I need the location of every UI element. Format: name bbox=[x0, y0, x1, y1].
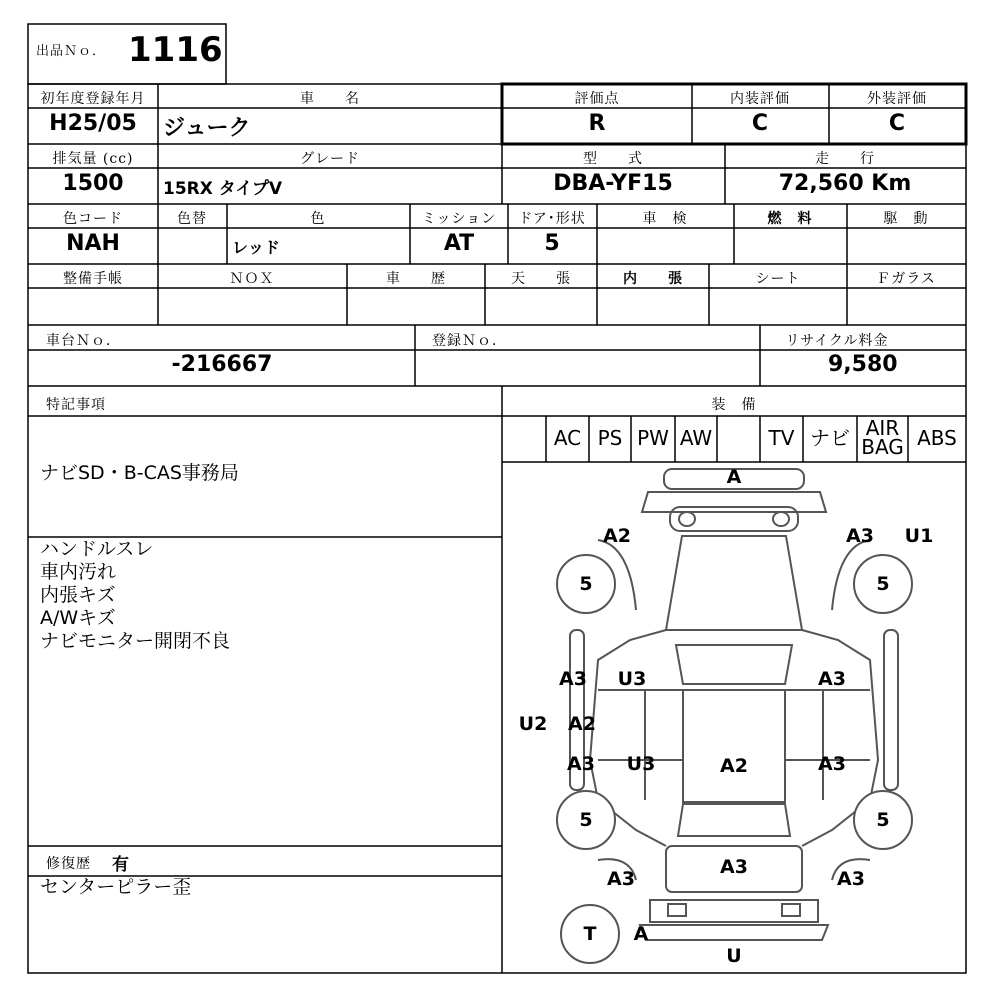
mark-left-rear-door-u: U3 bbox=[626, 753, 656, 775]
condition-notes-text: ハンドルスレ 車内汚れ 内張キズ A/Wキズ ナビモニター開閉不良 bbox=[40, 538, 231, 652]
recycle-label: リサイクル料金 bbox=[785, 333, 889, 349]
exterior-value: C bbox=[888, 111, 906, 136]
color-value: レッド bbox=[232, 238, 280, 257]
inspection-label: 車 検 bbox=[642, 211, 688, 227]
recycle-value: 9,580 bbox=[828, 352, 898, 377]
special-notes-label: 特記事項 bbox=[46, 397, 106, 413]
score-label: 評価点 bbox=[574, 91, 620, 107]
mileage-label: 走 行 bbox=[815, 151, 875, 167]
mark-right-rear-door: A3 bbox=[818, 753, 846, 775]
mark-left-front-door-a: A3 bbox=[559, 668, 587, 690]
mark-trunk: A3 bbox=[720, 856, 748, 878]
wheel-front-left: 5 bbox=[556, 554, 616, 614]
mission-label: ミッション bbox=[421, 211, 497, 227]
maintenance-label: 整備手帳 bbox=[63, 271, 123, 287]
mark-rear-bumper-a: A bbox=[633, 923, 649, 945]
door-value: 5 bbox=[544, 231, 560, 256]
displacement-value: 1500 bbox=[62, 171, 124, 196]
mark-left-fender: A2 bbox=[603, 525, 631, 547]
mark-right-fender-u: U1 bbox=[904, 525, 934, 547]
displacement-label: 排気量 (cc) bbox=[52, 151, 134, 167]
grade-value: 15RX タイプV bbox=[163, 179, 283, 199]
drive-label: 駆 動 bbox=[883, 211, 929, 227]
repair-notes-text: センターピラー歪 bbox=[40, 876, 192, 898]
mission-value: AT bbox=[443, 231, 475, 256]
equipment-item-abs: ABS bbox=[917, 426, 957, 450]
mark-front-bumper: A bbox=[726, 466, 742, 488]
year-label: 初年度登録年月 bbox=[40, 91, 146, 107]
mark-rear-left-quarter: A3 bbox=[607, 868, 635, 890]
spare-tire-marker: T bbox=[560, 904, 620, 964]
equipment-item-aw: AW bbox=[679, 426, 713, 450]
equipment-item-navi: ナビ bbox=[810, 426, 850, 450]
equipment-item-airbag: AIR BAG bbox=[861, 416, 904, 459]
score-value: R bbox=[588, 111, 606, 136]
fuel-label: 燃 料 bbox=[767, 211, 813, 227]
wheel-rear-left: 5 bbox=[556, 790, 616, 850]
mark-roof: A2 bbox=[720, 755, 748, 777]
model-value: DBA-YF15 bbox=[553, 171, 673, 196]
color-code-value: NAH bbox=[66, 231, 120, 256]
chassis-label: 車台Ｎｏ． bbox=[46, 333, 121, 349]
mark-left-sill-a: A2 bbox=[568, 713, 596, 735]
equipment-item-pw: PW bbox=[637, 426, 669, 450]
equipment-item-ps: PS bbox=[597, 426, 623, 450]
equipment-item-tv: TV bbox=[768, 426, 795, 450]
equipment-label: 装 備 bbox=[711, 397, 757, 413]
chassis-value: -216667 bbox=[171, 352, 273, 377]
equipment-item-ac: AC bbox=[553, 426, 582, 450]
exterior-label: 外装評価 bbox=[867, 91, 927, 107]
mark-rear-right-quarter: A3 bbox=[837, 868, 865, 890]
color-code-label: 色コード bbox=[63, 211, 123, 227]
mark-right-fender: A3 bbox=[846, 525, 874, 547]
nox-label: ＮＯＸ bbox=[229, 271, 275, 287]
mark-left-front-door-u: U3 bbox=[617, 668, 647, 690]
history-label: 車 歴 bbox=[386, 271, 446, 287]
seat-label: シート bbox=[755, 271, 801, 287]
mark-rear-bumper-u: U bbox=[726, 945, 742, 967]
wheel-rear-right: 5 bbox=[853, 790, 913, 850]
repair-history-value: 有 bbox=[112, 855, 129, 875]
mark-left-sill-u: U2 bbox=[518, 713, 548, 735]
roof-lining-label: 天 張 bbox=[511, 271, 571, 287]
repair-history-label: 修復歴 bbox=[46, 856, 91, 872]
car-name-value: ジューク bbox=[163, 116, 251, 141]
mark-left-rear-door-a: A3 bbox=[567, 753, 595, 775]
car-name-label: 車 名 bbox=[300, 91, 360, 107]
mileage-value: 72,560 Km bbox=[778, 171, 912, 196]
wheel-front-right: 5 bbox=[853, 554, 913, 614]
interior-value: C bbox=[751, 111, 769, 136]
year-value: H25/05 bbox=[49, 111, 137, 136]
model-label: 型 式 bbox=[583, 151, 643, 167]
interior-trim-label: 内 張 bbox=[623, 271, 683, 287]
color-change-label: 色替 bbox=[177, 211, 207, 227]
door-label: ドア･形状 bbox=[518, 211, 586, 227]
registration-label: 登録Ｎｏ． bbox=[432, 333, 507, 349]
grade-label: グレード bbox=[300, 151, 360, 167]
interior-label: 内装評価 bbox=[730, 91, 790, 107]
mark-right-front-door: A3 bbox=[818, 668, 846, 690]
lot-label: 出品Ｎｏ． bbox=[36, 44, 107, 59]
special-notes-text: ナビSD・B-CAS事務局 bbox=[40, 462, 239, 484]
color-label: 色 bbox=[310, 211, 326, 227]
front-glass-label: Ｆガラス bbox=[876, 271, 936, 287]
lot-number: 1116 bbox=[128, 30, 223, 70]
